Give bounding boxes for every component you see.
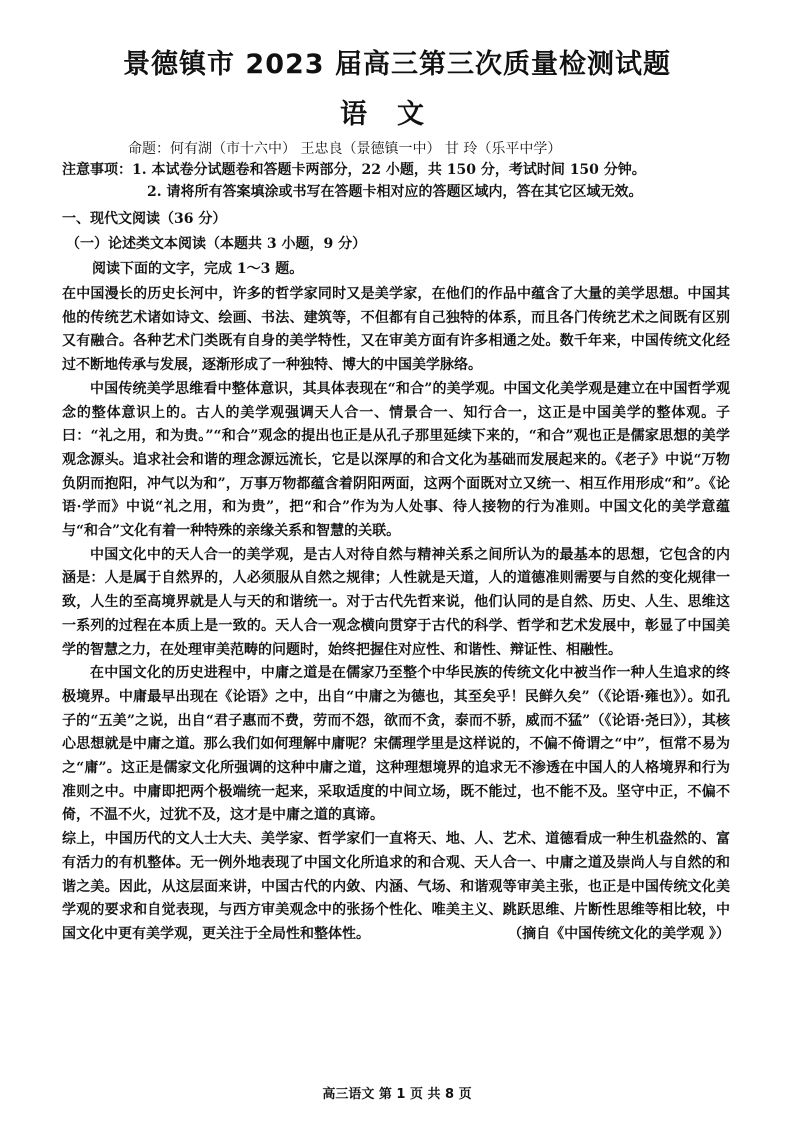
source-citation: （摘自《中国传统文化的美学观 》） [508,925,730,942]
reading-instruction: 阅读下面的文字，完成 1～3 题。 [92,261,304,277]
section-heading: 一、现代文阅读（36 分） [62,211,227,227]
subject-heading: 语文 [340,99,454,130]
subsection-heading: （一）论述类文本阅读（本题共 3 小题，9 分） [66,236,367,252]
notice-line-2: 2. 请将所有答案填涂或书写在答题卡相对应的答题区域内，答在其它区域无效。 [147,184,643,200]
page-footer: 高三语文 第 1 页 共 8 页 [322,1087,472,1102]
passage-paragraph-5 [62,828,730,947]
notice-block [62,159,646,203]
passage-paragraph-3: 中国文化中的天人合一的美学观，是古人对待自然与精神关系之间所认为的最基本的思想，它包含的内涵是：人是属于自然界的，人必须服从自然之规律；人性就是天道，人的道德准则需要与自然的变化规律一致，人生的至高境界就是人与天的和谐统一。对于古代先哲来说，他们认同的是自然、历史、人生、思维这一系列的过程在本质上是一致的。天人合一观念横向贯穿于古代的科学、哲学和艺术发展中，彰显了中国美学的智慧之力，在处理审美范畴的问题时，始终把握住对应性、和谐性、辩证性、相融性。 [62,546,730,658]
passage-paragraph-2: 中国传统美学思维看中整体意识，其具体表现在“和合”的美学观。中国文化美学观是建立在中国哲学观念的整体意识上的。古人的美学观强调天人合一、情景合一、知行合一，这正是中国美学的整体观。子曰：“礼之用，和为贵。”“和合”观念的提出也正是从孔子那里延续下来的，“和合”观也正是儒家思想的美学观念源头。追求社会和谐的理念源远流长，它是以深厚的和合文化为基础而发展起来的。《老子》中说“万物负阴而抱阳，冲气以为和”，万事万物都蕴含着阴阳两面，这两个面既对立又统一、相互作用形成“和”。《论语·学而》中说“礼之用，和为贵”，把“和合”作为为人处事、待人接物的行为准则。中国文化的美学意蕴与“和合”文化有着一种特殊的亲缘关系和智慧的关联。 [62,380,730,540]
exam-title: 景德镇市 2023 届高三第三次质量检测试题 [123,49,671,80]
passage [62,283,730,947]
passage-paragraph-4: 在中国文化的历史进程中，中庸之道是在儒家乃至整个中华民族的传统文化中被当作一种人生追求的终极境界。中庸最早出现在《论语》之中，出自“中庸之为德也，其至矣乎！民鲜久矣”（《论语·雍也》）。如孔子的“五美”之说，出自“君子惠而不费，劳而不怨，欲而不贪，泰而不骄，威而不猛”（《论语·尧曰》），其核心思想就是中庸之道。那么我们如何理解中庸呢？宋儒理学里是这样说的，不偏不倚谓之“中”，恒常不易为之“庸”。这正是儒家文化所强调的这种中庸之道，这种理想境界的追求无不渗透在中国人的人格境界和行为准则之中。中庸即把两个极端统一起来，采取适度的中间立场，既不能过，也不能不及。坚守中正，不偏不倚，不温不火，过犹不及，这才是中庸之道的真谛。 [62,665,730,824]
passage-paragraph-1: 在中国漫长的历史长河中，许多的哲学家同时又是美学家，在他们的作品中蕴含了大量的美学思想。中国其他的传统艺术诸如诗文、绘画、书法、建筑等，不但都有自己独特的体系，而且各门传统艺术之间既有区别又有融合。各种艺术门类既有自身的美学特性，又在审美方面有许多相通之处。数千年来，中国传统文化经过不断地传承与发展，逐渐形成了一种独特、博大的中国美学脉络。 [62,286,730,374]
notice-line-1: 注意事项：1. 本试卷分试题卷和答题卡两部分，22 小题，共 150 分，考试时间 150 分钟。 [62,162,646,178]
passage-paragraph-5-text: 综上，中国历代的文人士大夫、美学家、哲学家们一直将天、地、人、艺术、道德看成一种生机盎然的、富有活力的有机整体。无一例外地表现了中国文化所追求的和合观、天人合一、中庸之道及崇尚人与自然的和谐之美。因此，从这层面来讲，中国古代的内敛、内涵、气场、和谐观等审美主张，也正是中国传统文化美学观的要求和自觉表现，与西方审美观念中的张扬个性化、唯美主义、跳跃思维、片断性思维等相比较，中国文化中更有美学观，更关注于全局性和整体性。 [62,831,730,942]
authors-line: 命题：何有湖（市十六中） 王忠良（景德镇一中） 甘 玲（乐平中学） [128,141,562,157]
